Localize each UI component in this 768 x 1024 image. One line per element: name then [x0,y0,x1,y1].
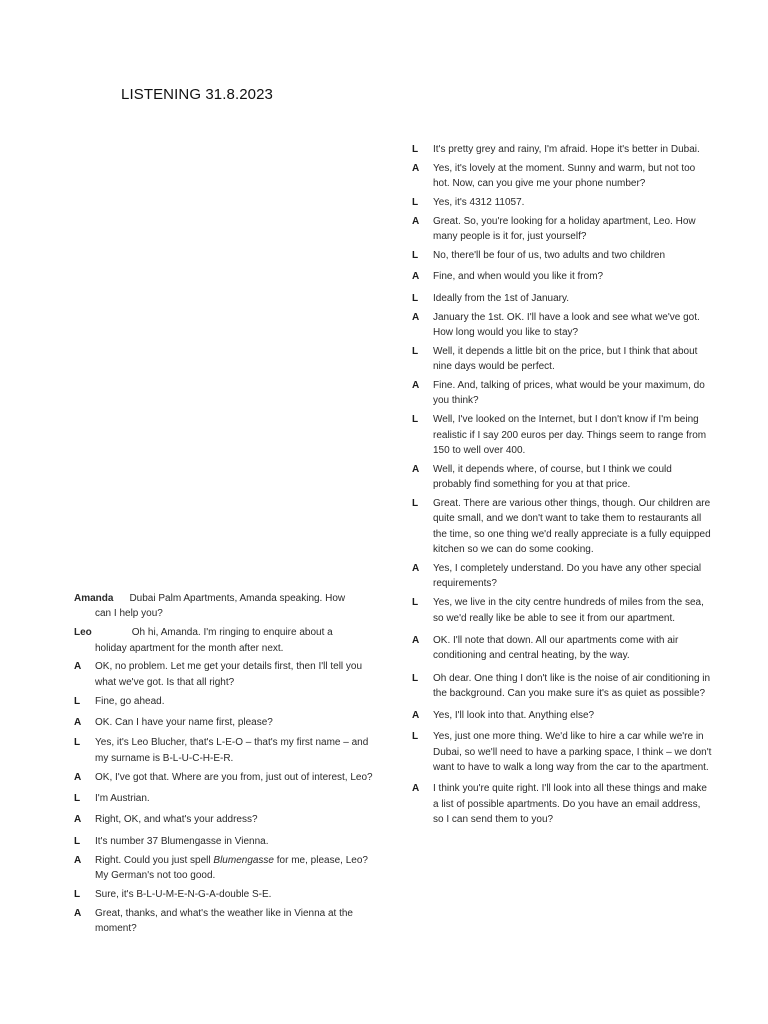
dialogue-text: OK. I'll note that down. All our apartments come with air conditioning and central heating, by the way. [433,635,679,662]
dialogue-line [412,462,712,493]
dialogue-line [412,161,712,192]
dialogue-line [412,729,712,775]
right-transcript-column [412,142,712,831]
speaker-label: L [412,414,419,426]
speaker-label: A [412,709,420,721]
speaker-name: Amanda [74,593,114,604]
dialogue-line [412,248,712,263]
speaker-label: L [412,250,419,261]
dialogue-text: Yes, it's lovely at the moment. Sunny and warm, but not too hot. Now, can you give me your phone number? [433,162,696,190]
dialogue-line [74,625,374,656]
dialogue-line [74,659,374,690]
speaker-label: A [74,661,82,673]
speaker-label: A [412,311,420,323]
dialogue-text: OK, I've got that. Where are you from, just out of interest, Leo? [95,771,373,783]
left-transcript-column [74,591,374,940]
dialogue-text: It's pretty grey and rainy, I'm afraid. Hope it's better in Dubai. [433,144,700,155]
speaker-label: L [412,345,419,357]
dialogue-text: Fine, go ahead. [95,695,165,707]
speaker-label: A [412,271,420,283]
dialogue-line [412,214,712,245]
dialogue-line [412,344,712,375]
speaker-label: A [412,635,420,647]
speaker-label: A [74,771,82,783]
dialogue-line [74,591,374,622]
speaker-label: A [412,215,420,227]
speaker-label: A [412,162,420,174]
dialogue-text: Ideally from the 1st of January. [433,292,569,304]
dialogue-text: Great. There are various other things, though. Our children are quite small, and we don't want to take them to restaurants all the time, so one thing we'd really appreciate is a fully equipped kitchen so we can do some cooking. [433,498,711,556]
dialogue-text: Yes, I'll look into that. Anything else? [433,709,595,721]
speaker-label: A [74,854,82,866]
dialogue-line [412,269,712,284]
speaker-label: L [74,793,81,805]
dialogue-text: Great. So, you're looking for a holiday apartment, Leo. How many people is it for, just yourself? [433,215,696,243]
dialogue-text-continued: can I help you? [95,608,163,620]
dialogue-line [412,378,712,409]
dialogue-text: OK. Can I have your name first, please? [95,717,273,729]
dialogue-text: Right. Could you just spell [95,854,214,866]
dialogue-line [74,791,374,806]
dialogue-line [412,633,712,664]
dialogue-text: January the 1st. OK. I'll have a look and see what we've got. How long would you like to stay? [433,311,700,339]
dialogue-text: for me, please, Leo? My German's not too good. [95,854,368,882]
speaker-label: L [412,197,419,208]
dialogue-text: Fine. And, talking of prices, what would be your maximum, do you think? [433,380,705,407]
speaker-label: L [412,597,419,609]
speaker-label: A [412,380,420,392]
dialogue-text-continued: holiday apartment for the month after next. [95,642,284,654]
speaker-label: A [412,783,420,795]
dialogue-text: Yes, we live in the city centre hundreds of miles from the sea, so we'd really like be able to see it from our apartment. [433,597,704,624]
dialogue-line [74,906,374,937]
dialogue-text: Well, it depends where, of course, but I think we could probably find something for you at that price. [433,463,672,491]
dialogue-text: Well, I've looked on the Internet, but I don't know if I'm being realistic if I say 200 euros per day. Things seem to range from 150 to well over 400. [433,414,707,457]
dialogue-text: Fine, and when would you like it from? [433,271,604,283]
dialogue-text: Well, it depends a little bit on the price, but I think that about nine days would be perfect. [433,345,698,373]
dialogue-line [412,310,712,341]
dialogue-text: Sure, it's B-L-U-M-E-N-G-A-double S-E. [95,888,272,900]
dialogue-line [412,781,712,827]
dialogue-line [412,195,712,210]
dialogue-text-italic: Blumengasse [213,854,274,866]
dialogue-line [74,694,374,709]
speaker-label: L [74,695,81,707]
speaker-label: A [412,463,420,475]
speaker-label: L [412,292,419,304]
speaker-label: L [412,144,419,155]
dialogue-line [412,142,712,157]
dialogue-text: Yes, it's 4312 11057. [433,197,525,208]
dialogue-line [74,812,374,827]
speaker-label: A [412,563,420,575]
dialogue-line [412,561,712,592]
dialogue-text: Yes, just one more thing. We'd like to hire a car while we're in Dubai, so we'll need to have a parking space, I think – we don't want to have to walk a long way from the car to the apartment. [433,731,712,773]
dialogue-text: Yes, it's Leo Blucher, that's L-E-O – that's my first name – and my surname is B-L-U-C-H-E-R. [95,737,369,764]
dialogue-line [74,834,374,849]
dialogue-line [74,887,374,902]
dialogue-line [412,412,712,458]
dialogue-text: I'm Austrian. [95,793,150,805]
dialogue-line [74,735,374,766]
speaker-label: A [74,907,82,919]
dialogue-text: I think you're quite right. I'll look into all these things and make a list of possible apartments. Do you have an email address, so I can send them to you? [433,783,707,826]
dialogue-text: Right, OK, and what's your address? [95,814,258,826]
speaker-label: L [74,737,81,749]
dialogue-line [412,496,712,558]
speaker-label: L [74,835,81,847]
speaker-label: L [412,498,419,510]
dialogue-line [412,671,712,702]
dialogue-text: Great, thanks, and what's the weather like in Vienna at the moment? [95,907,353,935]
page-title: LISTENING 31.8.2023 [121,86,273,103]
speaker-label: A [74,717,82,729]
speaker-label: L [74,888,81,900]
dialogue-line [74,715,374,730]
dialogue-text: It's number 37 Blumengasse in Vienna. [95,835,269,847]
dialogue-text: Dubai Palm Apartments, Amanda speaking. How [129,593,346,604]
dialogue-line [412,291,712,306]
dialogue-text: Oh dear. One thing I don't like is the noise of air conditioning in the background. Can you make sure it's as quiet as possible? [433,672,711,700]
dialogue-line [74,770,374,785]
dialogue-text: Oh hi, Amanda. I'm ringing to enquire about a [131,627,333,639]
dialogue-line [412,708,712,723]
speaker-name: Leo [74,627,92,639]
dialogue-text: No, there'll be four of us, two adults and two children [433,250,666,261]
speaker-label: L [412,672,419,684]
dialogue-line [412,595,712,626]
dialogue-text: Yes, I completely understand. Do you have any other special requirements? [433,563,702,590]
speaker-label: L [412,731,419,743]
speaker-label: A [74,814,82,826]
dialogue-text: OK, no problem. Let me get your details first, then I'll tell you what we've got. Is that all right? [95,661,363,688]
dialogue-line [74,853,374,884]
